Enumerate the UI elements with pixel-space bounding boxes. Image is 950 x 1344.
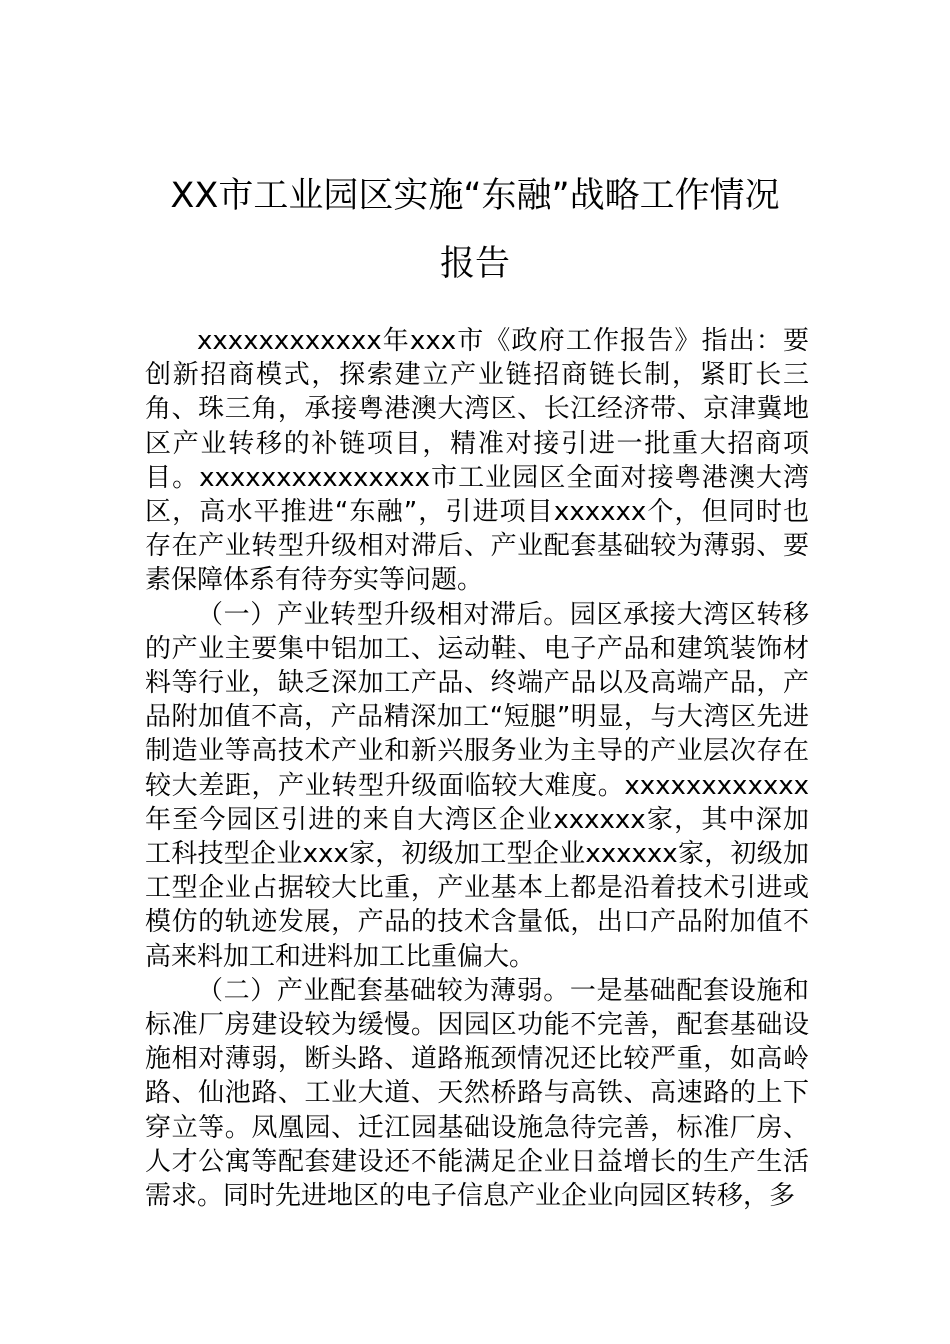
paragraph-section-1: （一）产业转型升级相对滞后。园区承接大湾区转移的产业主要集中铝加工、运动鞋、电子产品和建筑装饰材料等行业，缺乏深加工产品、终端产品以及高端产品，产品附加值不高，产品精深加工“短腿”明显，与大湾区先进制造业等高技术产业和新兴服务业为主导的产业层次存在较大差距，产业转型升级面临较大难度。xxxxxxxxxxxx年至今园区引进的来自大湾区企业xxxxxx家，其中深加工科技型企业xxx家，初级加工型企业xxxxxx家，初级加工型企业占据较大比重，产业基本上都是沿着技术引进或模仿的轨迹发展，产品的技术含量低，出口产品附加值不高来料加工和进料加工比重偏大。 xyxy=(145,599,809,972)
title-line-1: XX市工业园区实施“东融”战略工作情况 xyxy=(170,176,780,216)
document-title xyxy=(120,162,830,298)
paragraph-section-2: （二）产业配套基础较为薄弱。一是基础配套设施和标准厂房建设较为缓慢。因园区功能不完善，配套基础设施相对薄弱，断头路、道路瓶颈情况还比较严重，如高岭路、仙池路、工业大道、天然桥路与高铁、高速路的上下穿立等。凤凰园、迁江园基础设施急待完善，标准厂房、人才公寓等配套建设还不能满足企业日益增长的生产生活需求。同时先进地区的电子信息产业企业向园区转移，多 xyxy=(145,975,809,1212)
paragraph-intro: xxxxxxxxxxxx年xxx市《政府工作报告》指出：要创新招商模式，探索建立产业链招商链长制，紧盯长三角、珠三角，承接粤港澳大湾区、长江经济带、京津冀地区产业转移的补链项目，精准对接引进一批重大招商项目。xxxxxxxxxxxxxxx市工业园区全面对接粤港澳大湾区，高水平推进“东融”，引进项目xxxxxx个，但同时也存在产业转型升级相对滞后、产业配套基础较为薄弱、要素保障体系有待夯实等问题。 xyxy=(145,326,809,596)
title-line-2: 报告 xyxy=(439,244,510,284)
document-body xyxy=(145,324,809,1213)
